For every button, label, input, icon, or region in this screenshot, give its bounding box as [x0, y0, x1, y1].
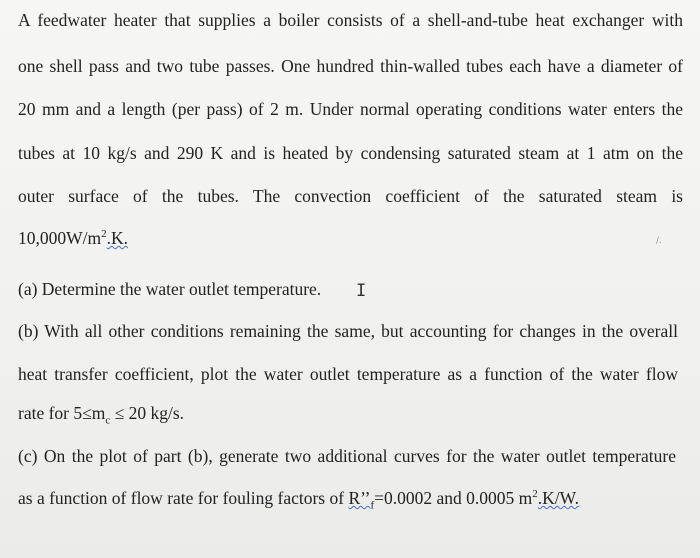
coefficient-number: 10,000W/m	[18, 228, 102, 248]
text-cursor-icon: I	[356, 281, 367, 301]
flow-range-prefix: rate for 5≤m	[18, 403, 106, 423]
part-b-line-3	[18, 403, 185, 427]
problem-line-4: tubes at 10 kg/s and 290 K and is heated by condensing saturated steam at 1 atm on the	[18, 143, 683, 163]
fouling-symbol: R’’	[348, 488, 371, 508]
convection-coefficient-value	[18, 228, 128, 248]
coefficient-exponent: 2	[101, 228, 107, 241]
flow-subscript: c	[105, 414, 111, 427]
problem-line-2: one shell pass and two tube passes. One hundred thin-walled tubes each have a diameter of	[18, 56, 683, 76]
problem-line-5: outer surface of the tubes. The convection coefficient of the saturated steam is	[18, 186, 683, 206]
coefficient-unit-end: .K.	[106, 228, 129, 248]
scan-speck: /.	[656, 236, 662, 246]
problem-line-1: A feedwater heater that supplies a boiler consists of a shell-and-tube heat exchanger with	[18, 10, 683, 30]
fouling-exponent: 2	[532, 488, 538, 501]
part-a-question: (a) Determine the water outlet temperature.	[18, 279, 322, 299]
part-b-line-2: heat transfer coefficient, plot the water outlet temperature as a function of the water flow	[18, 364, 678, 384]
fouling-prefix: as a function of flow rate for fouling factors of	[18, 488, 349, 508]
part-b-line-1: (b) With all other conditions remaining the same, but accounting for changes in the overall	[18, 321, 678, 341]
problem-line-3: 20 mm and a length (per pass) of 2 m. Under normal operating conditions water enters the	[18, 99, 683, 119]
fouling-values: =0.0002 and 0.0005 m	[374, 488, 533, 508]
fouling-unit-end: .K/W.	[537, 488, 579, 508]
part-c-line-1: (c) On the plot of part (b), generate two additional curves for the water outlet temperature	[18, 446, 676, 466]
part-c-line-2	[18, 488, 579, 512]
flow-range-suffix: ≤ 20 kg/s.	[110, 403, 185, 423]
fouling-subscript: f	[370, 499, 375, 512]
